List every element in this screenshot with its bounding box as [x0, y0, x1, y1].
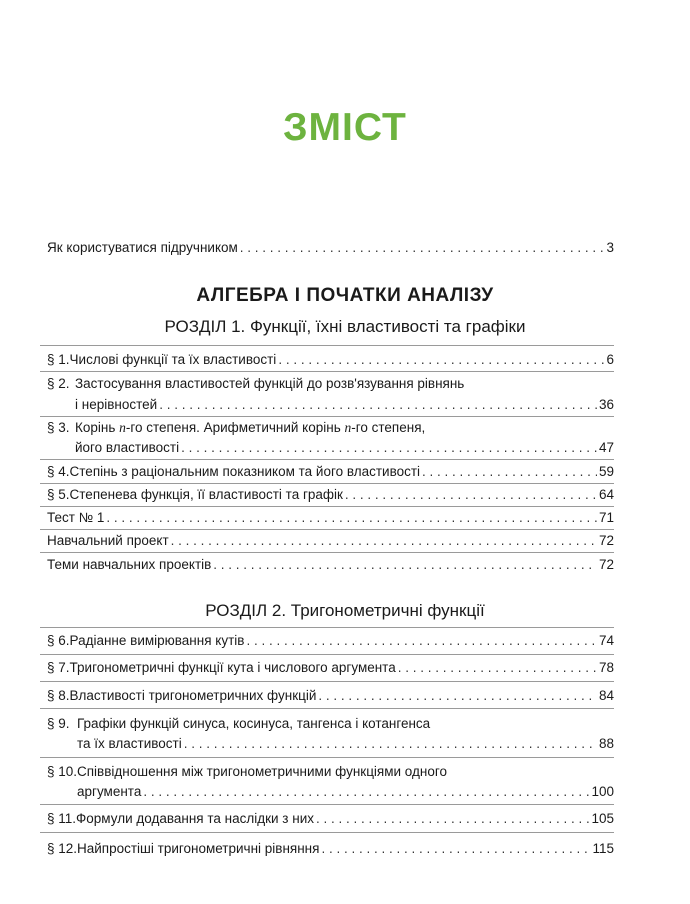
- divider: [40, 832, 614, 833]
- toc-entry-10-line2[interactable]: [77, 784, 614, 799]
- leader-dots: [316, 811, 589, 826]
- entry-label-cont: аргумента: [77, 784, 142, 799]
- toc-entry-project[interactable]: [47, 533, 614, 548]
- divider: [40, 345, 614, 346]
- toc-entry-2-line2[interactable]: [75, 397, 614, 412]
- toc-entry-intro[interactable]: [47, 240, 614, 255]
- toc-entry-2-line1[interactable]: [47, 376, 464, 391]
- entry-number: § 3.: [47, 420, 70, 435]
- leader-dots: [240, 240, 605, 255]
- entry-page: 59: [598, 464, 614, 479]
- toc-entry-4[interactable]: [47, 464, 614, 479]
- chapter-2-title: РОЗДІЛ 2. Тригонометричні функції: [205, 601, 485, 620]
- divider: [40, 506, 614, 507]
- entry-number: § 7.: [47, 660, 70, 675]
- entry-number: § 2.: [47, 376, 70, 391]
- entry-number: § 9.: [47, 716, 70, 731]
- toc-entry-9-line2[interactable]: [77, 736, 614, 751]
- entry-label-part: -го степеня. Арифметичний корінь: [125, 420, 345, 435]
- entry-label-part: -го степеня,: [351, 420, 426, 435]
- entry-number: § 6.: [47, 633, 70, 648]
- entry-label: Тригонометричні функції кута і числового аргумента: [69, 660, 396, 675]
- leader-dots: [213, 557, 597, 572]
- leader-dots: [143, 784, 589, 799]
- entry-page: 47: [598, 440, 614, 455]
- toc-entry-project-themes[interactable]: [47, 557, 614, 572]
- leader-dots: [321, 841, 590, 856]
- entry-label: Навчальний проект: [47, 533, 169, 548]
- entry-page: 78: [598, 660, 614, 675]
- leader-dots: [398, 660, 597, 675]
- leader-dots: [246, 633, 597, 648]
- entry-label-part: Корінь: [75, 420, 120, 435]
- entry-page: 64: [598, 487, 614, 502]
- leader-dots: [345, 487, 597, 502]
- toc-entry-12[interactable]: [47, 841, 614, 856]
- entry-label: Тест № 1: [47, 510, 105, 525]
- entry-page: 74: [598, 633, 614, 648]
- toc-entry-3-line2[interactable]: [75, 440, 614, 455]
- toc-entry-11[interactable]: [47, 811, 614, 826]
- divider: [40, 804, 614, 805]
- entry-label-cont: і нерівностей: [75, 397, 158, 412]
- entry-label: Радіанне вимірювання кутів: [69, 633, 245, 648]
- entry-page: 84: [598, 688, 614, 703]
- toc-entry-5[interactable]: [47, 487, 614, 502]
- entry-label-cont: та їх властивості: [77, 736, 182, 751]
- entry-label: Числові функції та їх властивості: [69, 352, 277, 367]
- entry-page: 6: [606, 352, 614, 367]
- entry-label: Графіки функцій синуса, косинуса, тангенса і котангенса: [77, 716, 431, 731]
- math-n: n: [344, 420, 352, 435]
- page-title: ЗМІСТ: [283, 106, 407, 149]
- leader-dots: [159, 397, 597, 412]
- toc-entry-7[interactable]: [47, 660, 614, 675]
- leader-dots: [278, 352, 604, 367]
- divider: [40, 416, 614, 417]
- divider: [40, 757, 614, 758]
- leader-dots: [106, 510, 597, 525]
- leader-dots: [171, 533, 597, 548]
- math-n: n: [119, 420, 126, 435]
- toc-entry-6[interactable]: [47, 633, 614, 648]
- leader-dots: [422, 464, 597, 479]
- entry-number: § 5.: [47, 487, 70, 502]
- entry-label: Застосування властивостей функцій до розв'язування рівнянь: [75, 376, 465, 391]
- leader-dots: [184, 736, 597, 751]
- toc-entry-10-line1[interactable]: [47, 764, 447, 779]
- divider: [40, 708, 614, 709]
- entry-number: § 8.: [47, 688, 70, 703]
- divider: [40, 459, 614, 460]
- entry-label: Як користуватися підручником: [47, 240, 238, 255]
- toc-entry-1[interactable]: [47, 352, 614, 367]
- entry-page: 115: [592, 841, 614, 856]
- entry-page: 72: [598, 557, 614, 572]
- divider: [40, 371, 614, 372]
- leader-dots: [318, 688, 597, 703]
- entry-page: 3: [606, 240, 614, 255]
- entry-number: § 10.: [47, 764, 78, 779]
- divider: [40, 627, 614, 628]
- entry-number: § 1.: [47, 352, 70, 367]
- entry-page: 100: [591, 784, 614, 799]
- entry-number: § 12.: [47, 841, 78, 856]
- entry-label: Степенева функція, її властивості та графік: [69, 487, 343, 502]
- entry-label: Співвідношення між тригонометричними функціями одного: [77, 764, 447, 779]
- part-title: АЛГЕБРА І ПОЧАТКИ АНАЛІЗУ: [196, 285, 494, 306]
- toc-entry-test1[interactable]: [47, 510, 614, 525]
- entry-label: Степінь з раціональним показником та його властивості: [69, 464, 421, 479]
- divider: [40, 681, 614, 682]
- entry-page: 71: [598, 510, 614, 525]
- entry-label-cont: його властивості: [75, 440, 180, 455]
- divider: [40, 654, 614, 655]
- entry-label: Формули додавання та наслідки з них: [76, 811, 314, 826]
- divider: [40, 483, 614, 484]
- toc-entry-9-line1[interactable]: [47, 716, 430, 731]
- divider: [40, 529, 614, 530]
- entry-label: Найпростіші тригонометричні рівняння: [77, 841, 320, 856]
- entry-page: 88: [598, 736, 614, 751]
- entry-label: Властивості тригонометричних функцій: [69, 688, 317, 703]
- entry-number: § 11.: [47, 811, 77, 826]
- entry-number: § 4.: [47, 464, 70, 479]
- divider: [40, 552, 614, 553]
- toc-entry-3-line1[interactable]: [47, 420, 425, 436]
- entry-page: 72: [598, 533, 614, 548]
- leader-dots: [181, 440, 597, 455]
- toc-entry-8[interactable]: [47, 688, 614, 703]
- entry-label: Теми навчальних проектів: [47, 557, 212, 572]
- entry-page: 105: [591, 811, 614, 826]
- entry-page: 36: [598, 397, 614, 412]
- chapter-1-title: РОЗДІЛ 1. Функції, їхні властивості та графіки: [164, 317, 526, 336]
